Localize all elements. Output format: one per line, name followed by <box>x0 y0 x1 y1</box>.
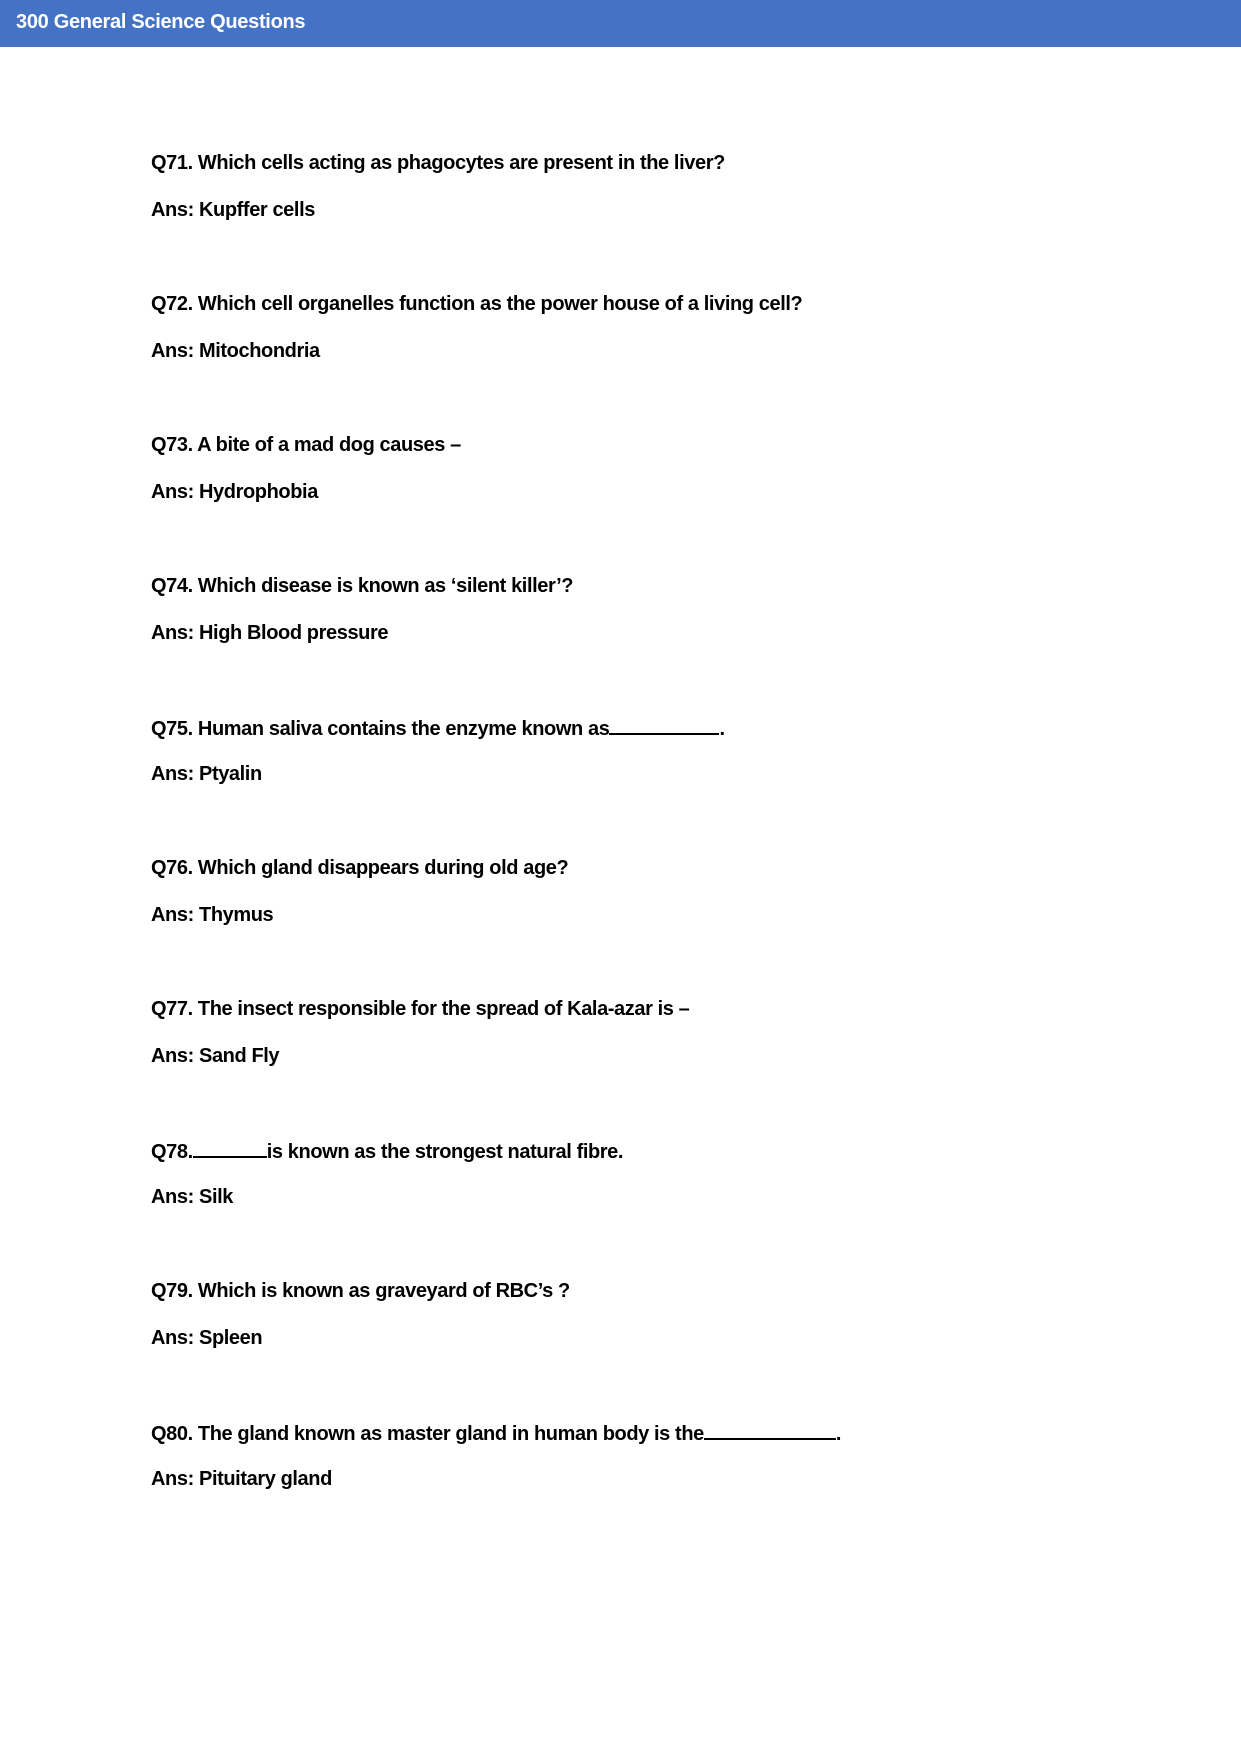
question-text-part: Q74. Which disease is known as ‘silent killer’? <box>151 575 574 597</box>
question-text-part: Q76. Which gland disappears during old age? <box>151 857 569 879</box>
answer-text: Ans: Silk <box>151 1186 233 1208</box>
answer-text: Ans: Hydrophobia <box>151 481 318 503</box>
question-text <box>151 997 689 1021</box>
fill-in-blank <box>609 715 719 735</box>
answer-text: Ans: Mitochondria <box>151 340 320 362</box>
document-header-bar <box>0 0 1241 47</box>
question-text-part: Q72. Which cell organelles function as the power house of a living cell? <box>151 293 803 315</box>
answer-text: Ans: High Blood pressure <box>151 622 389 644</box>
question-text-part: Q75. Human saliva contains the enzyme known as <box>151 718 610 740</box>
question-text-part: Q77. The insect responsible for the spread of Kala-azar is – <box>151 998 690 1020</box>
question-text-part: Q80. The gland known as master gland in human body is the <box>151 1423 704 1445</box>
question-text <box>151 433 461 457</box>
fill-in-blank <box>704 1420 836 1440</box>
question-text-part: Q71. Which cells acting as phagocytes are present in the liver? <box>151 152 725 174</box>
answer-text: Ans: Thymus <box>151 904 274 926</box>
question-text-part: Q78. <box>151 1141 193 1163</box>
question-text <box>151 1279 570 1303</box>
question-text-part: . <box>719 718 725 740</box>
question-text <box>151 856 568 880</box>
answer-text: Ans: Ptyalin <box>151 763 262 785</box>
question-text-part: is known as the strongest natural fibre. <box>266 1141 624 1163</box>
answer-text: Ans: Kupffer cells <box>151 199 315 221</box>
question-text <box>151 715 725 741</box>
question-text-part: Q79. Which is known as graveyard of RBC’s ? <box>151 1280 570 1302</box>
answer-text: Ans: Spleen <box>151 1327 263 1349</box>
question-text-part: Q73. A bite of a mad dog causes – <box>151 434 461 456</box>
question-text <box>151 1420 841 1446</box>
answer-text: Ans: Sand Fly <box>151 1045 280 1067</box>
question-text <box>151 151 725 175</box>
answer-text: Ans: Pituitary gland <box>151 1468 332 1490</box>
question-text <box>151 574 573 598</box>
fill-in-blank <box>193 1138 267 1158</box>
question-text <box>151 1138 623 1164</box>
question-text <box>151 292 802 316</box>
question-text-part: . <box>835 1423 842 1445</box>
document-title: 300 General Science Questions <box>16 11 306 33</box>
